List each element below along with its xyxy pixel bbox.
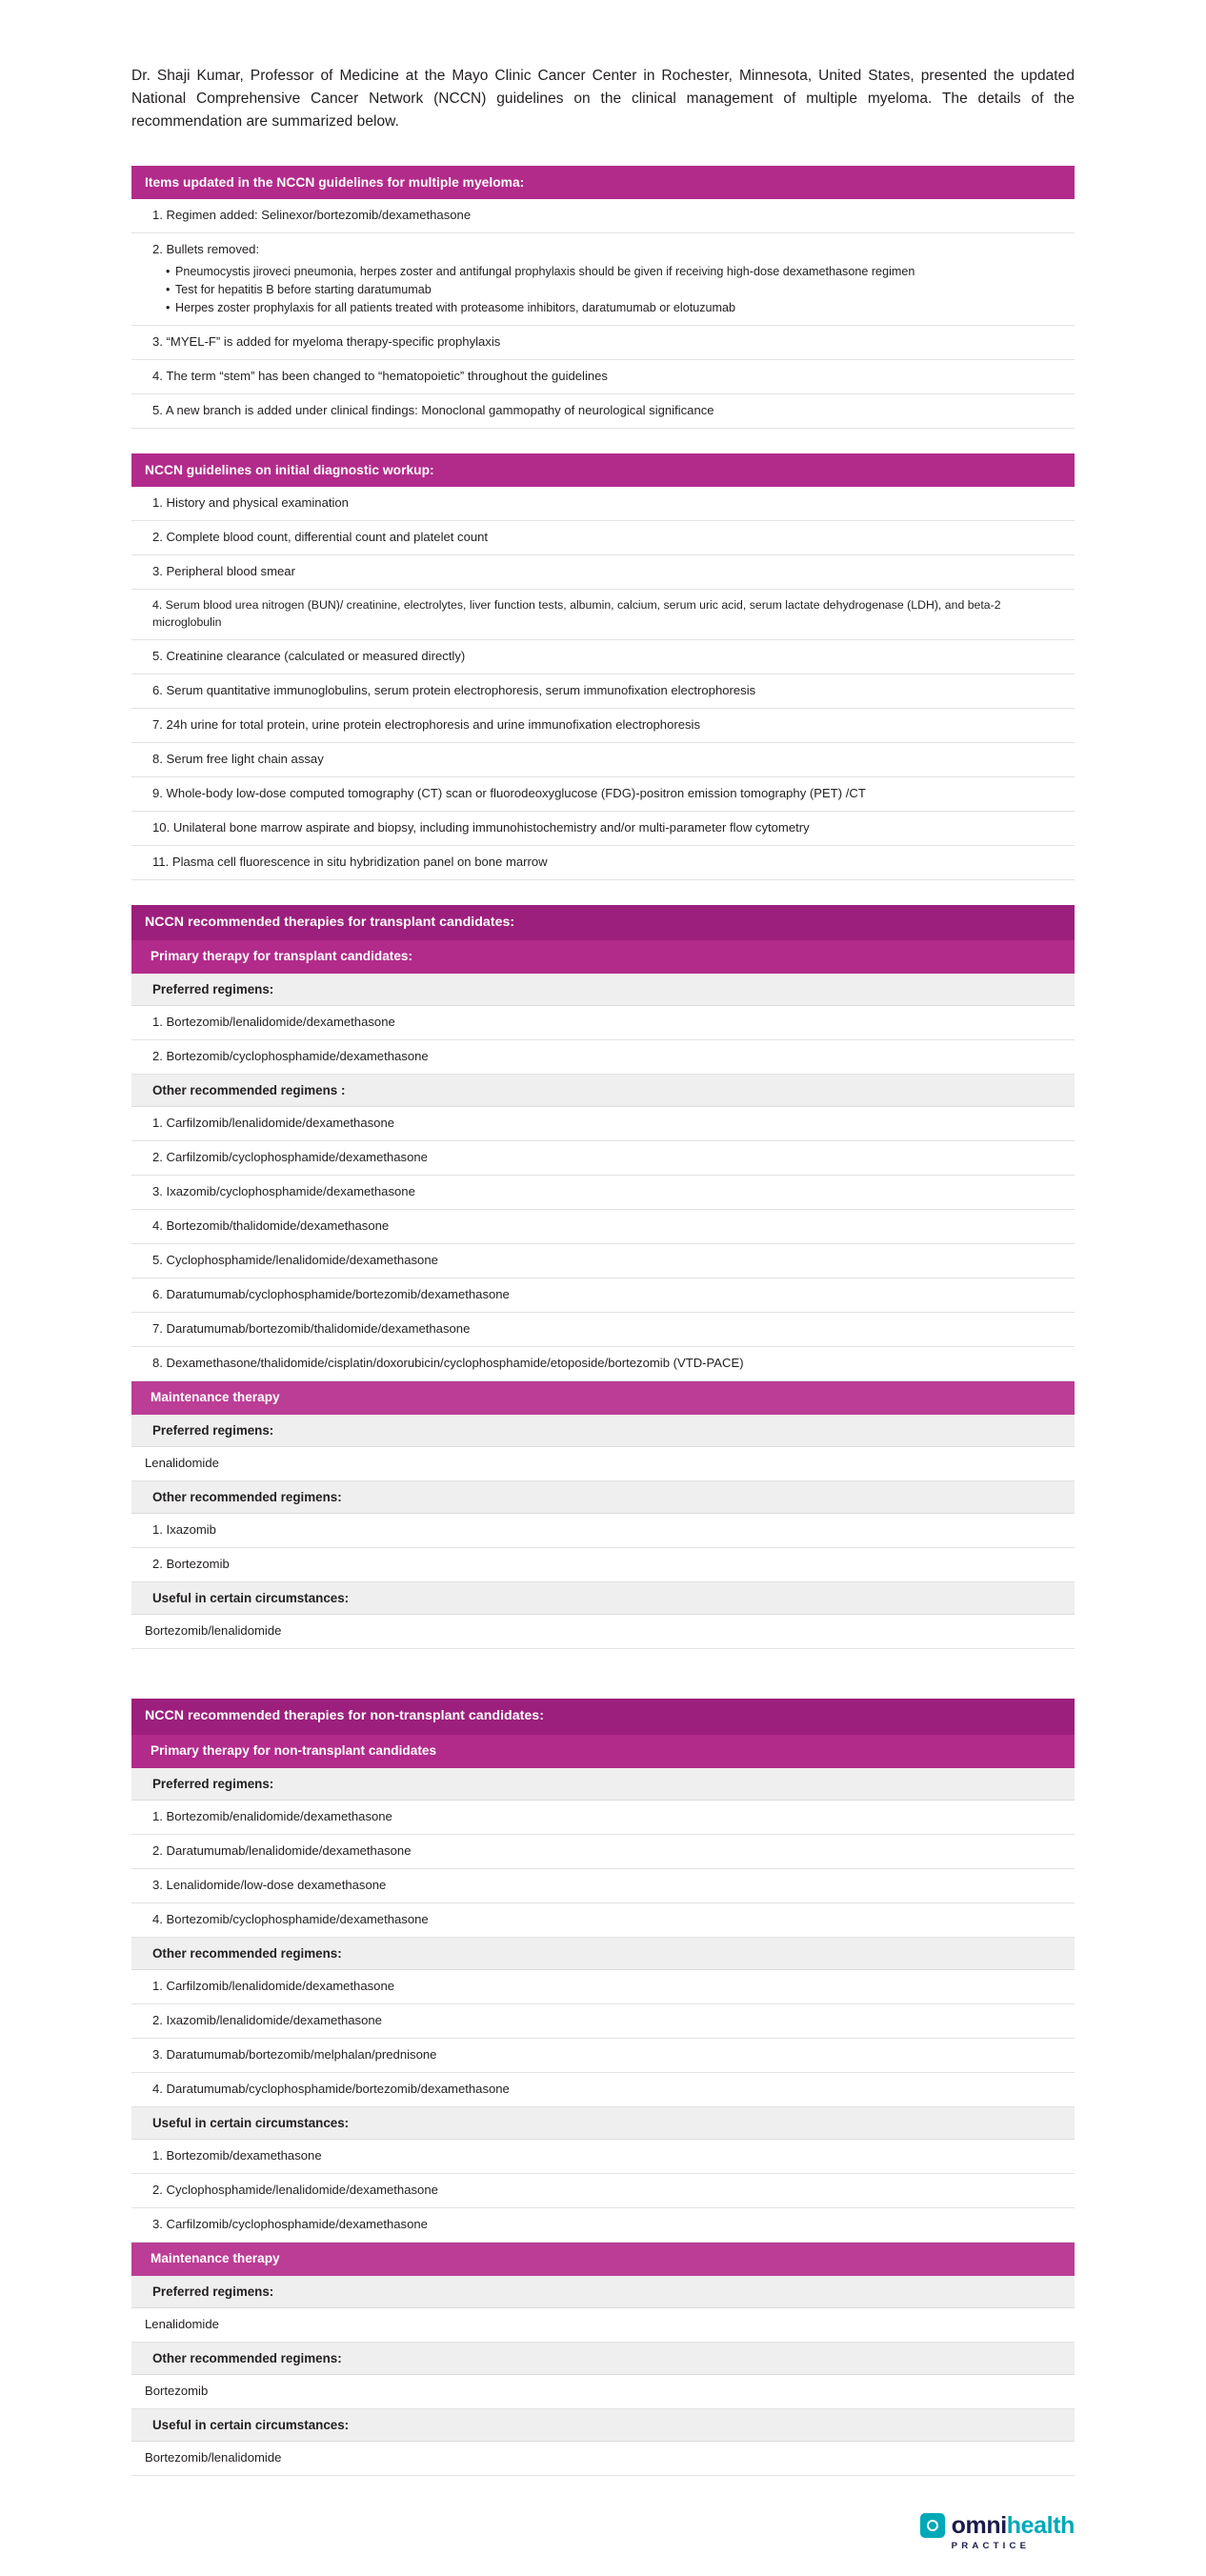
logo-practice-text: PRACTICE: [951, 2540, 1031, 2551]
other-regimens-label: Other recommended regimens:: [131, 1938, 1075, 1970]
bullet-item: • Herpes zoster prophylaxis for all patients treated with proteasome inhibitors, daratumumab or elotuzumab: [166, 299, 1065, 317]
intro-paragraph: Dr. Shaji Kumar, Professor of Medicine at the Mayo Clinic Cancer Center in Rochester, Minnesota, United States, presented the updated National Comprehensive Cancer Network (NCCN) guidelines on the clinical management of multiple myeloma. The details of the recommendation are summarized below.: [131, 68, 1075, 131]
list-item: 3. Lenalidomide/low-dose dexamethasone: [131, 1869, 1075, 1903]
list-item: 2. Carfilzomib/cyclophosphamide/dexamethasone: [131, 1141, 1075, 1176]
list-item: 2. Bortezomib/cyclophosphamide/dexamethasone: [131, 1040, 1075, 1075]
list-item: 3. Daratumumab/bortezomib/melphalan/prednisone: [131, 2039, 1075, 2073]
list-item: 1. Bortezomib/dexamethasone: [131, 2140, 1075, 2174]
useful-circumstances-label: Useful in certain circumstances:: [131, 2107, 1075, 2140]
list-item: 9. Whole-body low-dose computed tomography (CT) scan or fluorodeoxyglucose (FDG)-positron emission tomography (PET) /CT: [131, 777, 1075, 812]
section-workup: [131, 453, 1075, 880]
section-updates-header: Items updated in the NCCN guidelines for multiple myeloma:: [131, 166, 1075, 199]
omnihealth-logo: [920, 2512, 1075, 2551]
list-item: 10. Unilateral bone marrow aspirate and biopsy, including immunohistochemistry and/or multi-parameter flow cytometry: [131, 812, 1075, 846]
section-nontransplant-header: NCCN recommended therapies for non-transplant candidates:: [131, 1699, 1075, 1735]
logo-omni-text: omni: [951, 2511, 1007, 2539]
section-updates: [131, 166, 1075, 429]
maintenance-preferred-label: Preferred regimens:: [131, 2276, 1075, 2308]
bullet-list: [152, 263, 1065, 317]
list-item: 4. The term “stem” has been changed to “hematopoietic” throughout the guidelines: [131, 360, 1075, 394]
list-item: 7. Daratumumab/bortezomib/thalidomide/dexamethasone: [131, 1313, 1075, 1347]
section-transplant-subheader: Primary therapy for transplant candidates:: [131, 940, 1075, 974]
list-item: 1. Regimen added: Selinexor/bortezomib/dexamethasone: [131, 199, 1075, 233]
logo-wordmark: [920, 2512, 1075, 2540]
preferred-regimens-label: Preferred regimens:: [131, 1768, 1075, 1801]
section-divider-space: [131, 1674, 1075, 1699]
list-item: 1. Bortezomib/lenalidomide/dexamethasone: [131, 1006, 1075, 1040]
list-item: 2. Cyclophosphamide/lenalidomide/dexamethasone: [131, 2174, 1075, 2208]
bullet-item: • Test for hepatitis B before starting daratumumab: [166, 281, 1065, 299]
list-item: 1. Carfilzomib/lenalidomide/dexamethasone: [131, 1970, 1075, 2004]
list-item: 1. Ixazomib: [131, 1514, 1075, 1548]
list-item: 2. Complete blood count, differential count and platelet count: [131, 521, 1075, 555]
list-item: 2. Ixazomib/lenalidomide/dexamethasone: [131, 2004, 1075, 2039]
list-item: 5. A new branch is added under clinical findings: Monoclonal gammopathy of neurological significance: [131, 394, 1075, 429]
list-item: 3. Ixazomib/cyclophosphamide/dexamethasone: [131, 1176, 1075, 1210]
bullet-item: • Pneumocystis jiroveci pneumonia, herpes zoster and antifungal prophylaxis should be given if receiving high-dose dexamethasone regimen: [166, 263, 1065, 281]
list-item: 4. Bortezomib/cyclophosphamide/dexamethasone: [131, 1903, 1075, 1938]
list-item: 8. Dexamethasone/thalidomide/cisplatin/doxorubicin/cyclophosphamide/etoposide/bortezomib (VTD-PACE): [131, 1347, 1075, 1381]
list-item: Bortezomib/lenalidomide: [131, 1615, 1075, 1649]
list-item: 4. Serum blood urea nitrogen (BUN)/ creatinine, electrolytes, liver function tests, albumin, calcium, serum uric acid, serum lactate dehydrogenase (LDH), and beta-2 microglobulin: [131, 590, 1075, 640]
list-item: 5. Creatinine clearance (calculated or measured directly): [131, 640, 1075, 674]
section-nontransplant-subheader: Primary therapy for non-transplant candidates: [131, 1735, 1075, 1768]
section-transplant-header: NCCN recommended therapies for transplant candidates:: [131, 905, 1075, 941]
footer: [131, 2512, 1075, 2576]
maintenance-preferred-label: Preferred regimens:: [131, 1415, 1075, 1447]
list-item: 3. Carfilzomib/cyclophosphamide/dexamethasone: [131, 2208, 1075, 2243]
preferred-regimens-label: Preferred regimens:: [131, 974, 1075, 1006]
list-item: 6. Serum quantitative immunoglobulins, serum protein electrophoresis, serum immunofixation electrophoresis: [131, 674, 1075, 709]
section-nontransplant: [131, 1699, 1075, 2476]
maintenance-useful-label: Useful in certain circumstances:: [131, 1582, 1075, 1615]
list-item: 1. Bortezomib/enalidomide/dexamethasone: [131, 1801, 1075, 1835]
list-item: [131, 233, 1075, 326]
list-item: 1. Carfilzomib/lenalidomide/dexamethasone: [131, 1107, 1075, 1141]
logo-health-text: health: [1006, 2511, 1075, 2539]
list-item: 2. Daratumumab/lenalidomide/dexamethasone: [131, 1835, 1075, 1869]
list-item: 11. Plasma cell fluorescence in situ hybridization panel on bone marrow: [131, 846, 1075, 880]
list-item: Bortezomib/lenalidomide: [131, 2442, 1075, 2476]
list-item: 5. Cyclophosphamide/lenalidomide/dexamethasone: [131, 1244, 1075, 1278]
list-item: 3. Peripheral blood smear: [131, 555, 1075, 590]
list-item: Lenalidomide: [131, 1447, 1075, 1481]
other-regimens-label: Other recommended regimens :: [131, 1075, 1075, 1107]
list-item: 6. Daratumumab/cyclophosphamide/bortezomib/dexamethasone: [131, 1278, 1075, 1313]
maintenance-therapy-header: Maintenance therapy: [131, 1381, 1075, 1415]
section-transplant: [131, 905, 1075, 1650]
list-item-label: 2. Bullets removed:: [152, 242, 260, 257]
list-item: 7. 24h urine for total protein, urine protein electrophoresis and urine immunofixation electrophoresis: [131, 709, 1075, 743]
maintenance-other-label: Other recommended regimens:: [131, 1481, 1075, 1514]
list-item: Lenalidomide: [131, 2308, 1075, 2343]
list-item: Bortezomib: [131, 2375, 1075, 2409]
maintenance-therapy-header: Maintenance therapy: [131, 2243, 1075, 2276]
list-item: 1. History and physical examination: [131, 487, 1075, 521]
list-item: 4. Daratumumab/cyclophosphamide/bortezomib/dexamethasone: [131, 2073, 1075, 2107]
list-item: 4. Bortezomib/thalidomide/dexamethasone: [131, 1210, 1075, 1244]
omni-circle-icon: [920, 2513, 945, 2538]
maintenance-useful-label: Useful in certain circumstances:: [131, 2409, 1075, 2442]
list-item: 8. Serum free light chain assay: [131, 743, 1075, 777]
list-item: 3. “MYEL-F” is added for myeloma therapy-specific prophylaxis: [131, 326, 1075, 360]
section-workup-header: NCCN guidelines on initial diagnostic workup:: [131, 453, 1075, 487]
maintenance-other-label: Other recommended regimens:: [131, 2343, 1075, 2375]
list-item: 2. Bortezomib: [131, 1548, 1075, 1582]
